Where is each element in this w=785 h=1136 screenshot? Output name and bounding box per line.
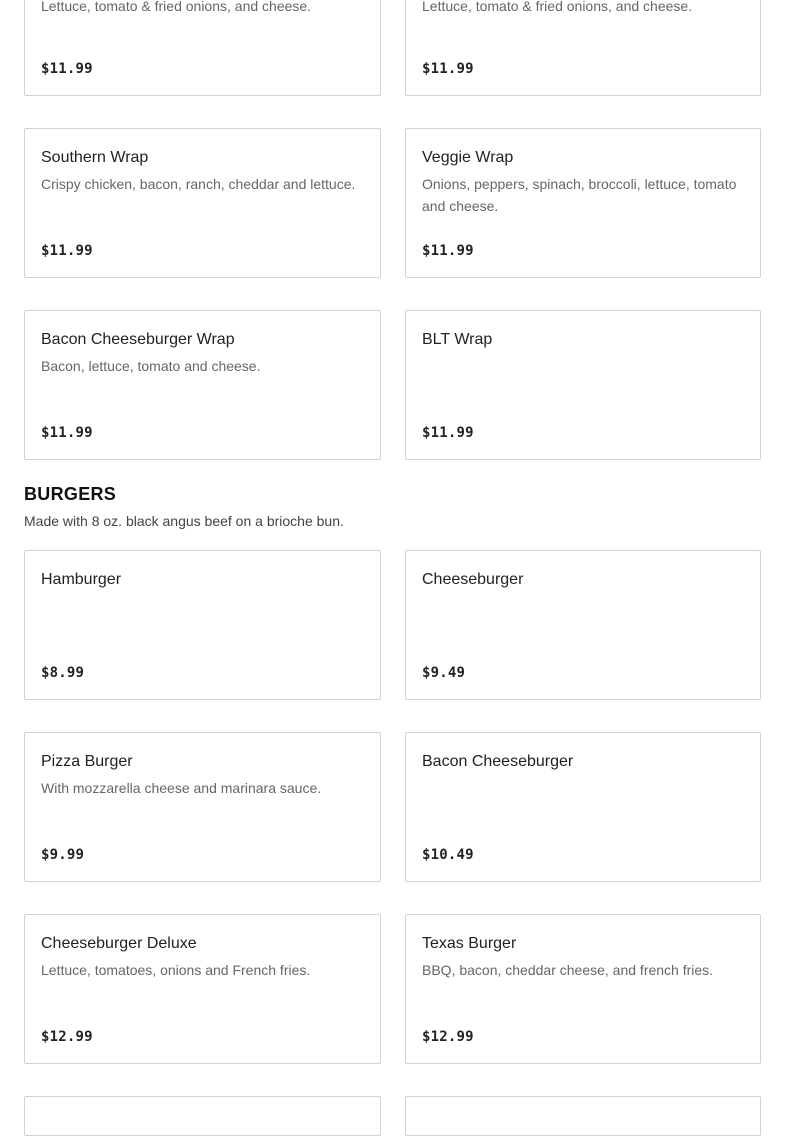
menu-item-pizza-burger[interactable] [24, 732, 381, 882]
menu-item-southern-wrap[interactable] [24, 128, 381, 278]
menu-row-bottom [24, 1096, 761, 1136]
menu-item-description: With mozzarella cheese and marinara sauce. [41, 780, 322, 796]
menu-item-price: $11.99 [422, 425, 474, 441]
menu-item-price: $11.99 [422, 243, 474, 259]
menu-item-name: Southern Wrap [41, 149, 149, 166]
menu-item-card[interactable] [405, 1096, 761, 1136]
menu-item-description: Lettuce, tomato & fried onions, and cheese. [41, 0, 312, 14]
menu-item-texas-burger[interactable] [405, 914, 761, 1064]
menu-item-hamburger[interactable] [24, 550, 381, 700]
menu-item-veggie-wrap[interactable] [405, 128, 761, 278]
menu-item-card[interactable] [24, 1096, 381, 1136]
menu-item-price: $11.99 [41, 425, 93, 441]
menu-item-description: BBQ, bacon, cheddar cheese, and french fries. [422, 962, 714, 978]
menu-item-name: BLT Wrap [422, 331, 493, 348]
section-title: BURGERS [24, 484, 117, 504]
menu-row [24, 914, 761, 1064]
menu-item-name: Texas Burger [422, 935, 517, 952]
menu-item-card[interactable] [24, 0, 381, 96]
menu-item-blt-wrap[interactable] [405, 310, 761, 460]
menu-item-name: Bacon Cheeseburger Wrap [41, 331, 235, 348]
menu-item-price: $11.99 [41, 243, 93, 259]
menu-row [24, 732, 761, 882]
menu-item-price: $11.99 [422, 61, 474, 77]
menu-item-bacon-cheeseburger[interactable] [405, 732, 761, 882]
menu-row [24, 310, 761, 460]
menu-item-description: Lettuce, tomato & fried onions, and cheese. [422, 0, 693, 14]
menu-item-bacon-cheeseburger-wrap[interactable] [24, 310, 381, 460]
menu-item-cheeseburger-deluxe[interactable] [24, 914, 381, 1064]
menu-item-name: Veggie Wrap [422, 149, 514, 166]
menu-item-price: $9.49 [422, 665, 466, 681]
menu-item-price: $11.99 [41, 61, 93, 77]
section-description: Made with 8 oz. black angus beef on a brioche bun. [24, 513, 344, 529]
menu-item-description: Lettuce, tomatoes, onions and French fries. [41, 962, 311, 978]
menu-item-name: Cheeseburger Deluxe [41, 935, 197, 952]
menu-row-top [24, 0, 761, 96]
menu-item-description: Onions, peppers, spinach, broccoli, lettuce, tomato and cheese. [422, 176, 737, 214]
menu-item-name: Cheeseburger [422, 571, 524, 588]
menu-item-price: $12.99 [41, 1029, 93, 1045]
menu-item-price: $8.99 [41, 665, 85, 681]
menu-item-name: Pizza Burger [41, 753, 133, 770]
menu-item-name: Hamburger [41, 571, 122, 588]
menu-item-price: $9.99 [41, 847, 85, 863]
menu-item-card[interactable] [405, 0, 761, 96]
menu-item-cheeseburger[interactable] [405, 550, 761, 700]
menu-item-price: $12.99 [422, 1029, 474, 1045]
menu-row [24, 550, 761, 700]
menu-row [24, 128, 761, 278]
menu-item-price: $10.49 [422, 847, 474, 863]
menu-item-name: Bacon Cheeseburger [422, 753, 574, 770]
menu-item-description: Bacon, lettuce, tomato and cheese. [41, 358, 261, 374]
menu-item-description: Crispy chicken, bacon, ranch, cheddar and lettuce. [41, 176, 356, 192]
